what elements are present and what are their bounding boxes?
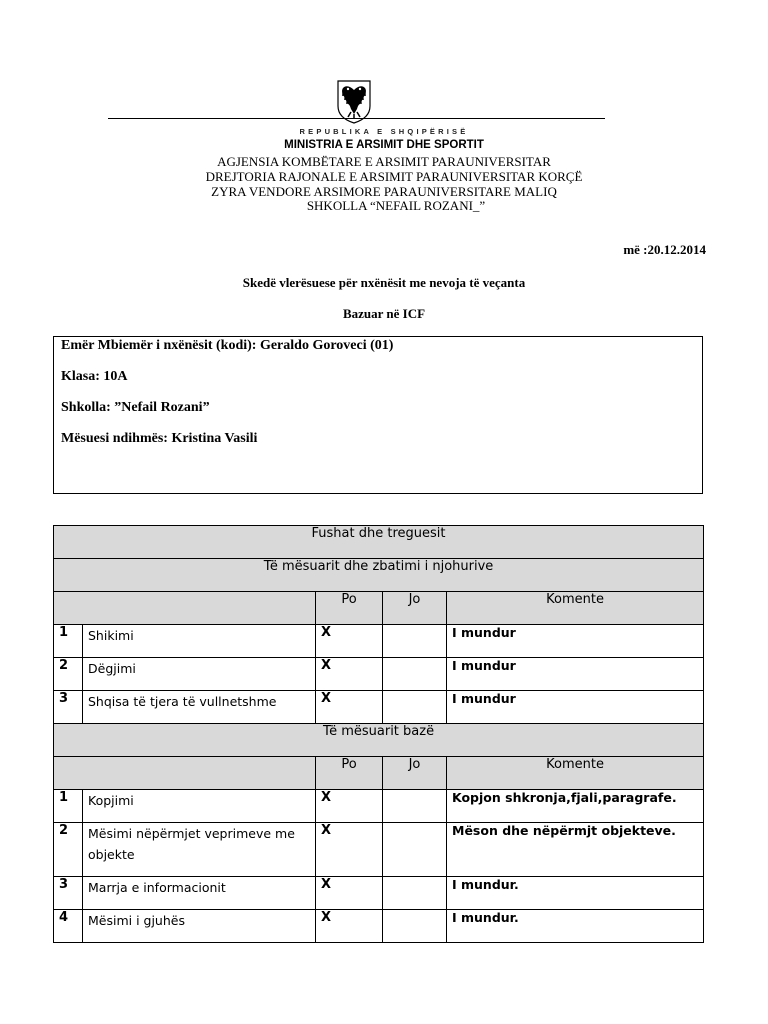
- po-mark: X: [316, 790, 383, 823]
- row-number: 4: [54, 910, 83, 943]
- row-comment: I mundur: [447, 625, 704, 658]
- table-row: [54, 823, 704, 877]
- row-comment: I mundur: [447, 691, 704, 724]
- column-header-jo: Jo: [383, 757, 447, 790]
- jo-mark: [383, 691, 447, 724]
- country-name: REPUBLIKA E SHQIPËRISË: [299, 127, 469, 136]
- agency-line: AGJENSIA KOMBËTARE E ARSIMIT PARAUNIVERSITAR: [217, 154, 551, 169]
- row-comment: I mundur: [447, 658, 704, 691]
- directorate-line: DREJTORIA RAJONALE E ARSIMIT PARAUNIVERSITAR KORÇË: [205, 169, 583, 184]
- table-row: [54, 691, 704, 724]
- jo-mark: [383, 823, 447, 877]
- po-mark: X: [316, 658, 383, 691]
- student-name: Emër Mbiemër i nxënësit (kodi): Geraldo Goroveci (01): [61, 338, 394, 353]
- row-label: Dëgjimi: [83, 658, 316, 691]
- row-number: 3: [54, 691, 83, 724]
- row-comment: Kopjon shkronja,fjali,paragrafe.: [447, 790, 704, 823]
- row-label: Mësimi i gjuhës: [83, 910, 316, 943]
- column-header-comments: Komente: [447, 757, 704, 790]
- table-row: [54, 790, 704, 823]
- student-class: Klasa: 10A: [61, 369, 128, 384]
- row-number: 2: [54, 658, 83, 691]
- po-mark: X: [316, 691, 383, 724]
- jo-mark: [383, 658, 447, 691]
- student-school: Shkolla: ”Nefail Rozani”: [61, 400, 210, 415]
- po-mark: X: [316, 625, 383, 658]
- column-header-empty: [54, 757, 316, 790]
- po-mark: X: [316, 910, 383, 943]
- table-row: [54, 877, 704, 910]
- row-label: Marrja e informacionit: [83, 877, 316, 910]
- row-label: Shikimi: [83, 625, 316, 658]
- jo-mark: [383, 790, 447, 823]
- table-row: [54, 658, 704, 691]
- row-number: 1: [54, 790, 83, 823]
- row-label: Mësimi nëpërmjet veprimeve me objekte: [83, 823, 316, 877]
- table-title: Fushat dhe treguesit: [54, 526, 704, 559]
- row-label: Kopjimi: [83, 790, 316, 823]
- table-row: [54, 625, 704, 658]
- column-header-po: Po: [316, 592, 383, 625]
- section-title: Të mësuarit dhe zbatimi i njohurive: [54, 559, 704, 592]
- school-line: SHKOLLA “NEFAIL ROZANI_”: [306, 198, 486, 213]
- row-label: Shqisa të tjera të vullnetshme: [83, 691, 316, 724]
- evaluation-table: [53, 525, 704, 943]
- row-number: 3: [54, 877, 83, 910]
- header-rule: [108, 118, 605, 119]
- ministry-name: MINISTRIA E ARSIMIT DHE SPORTIT: [284, 139, 484, 151]
- column-header-po: Po: [316, 757, 383, 790]
- row-comment: I mundur.: [447, 910, 704, 943]
- row-number: 1: [54, 625, 83, 658]
- jo-mark: [383, 910, 447, 943]
- row-number: 2: [54, 823, 83, 877]
- document-title: Skedë vlerësuese për nxënësit me nevoja të veçanta: [242, 275, 526, 290]
- assistant-teacher: Mësuesi ndihmës: Kristina Vasili: [61, 431, 258, 446]
- column-header-jo: Jo: [383, 592, 447, 625]
- column-header-comments: Komente: [447, 592, 704, 625]
- section-title: Të mësuarit bazë: [54, 724, 704, 757]
- po-mark: X: [316, 877, 383, 910]
- document-subtitle: Bazuar në ICF: [342, 306, 426, 321]
- jo-mark: [383, 877, 447, 910]
- row-comment: Mëson dhe nëpërmjt objekteve.: [447, 823, 704, 877]
- column-header-empty: [54, 592, 316, 625]
- student-info-box: [53, 336, 703, 494]
- row-comment: I mundur.: [447, 877, 704, 910]
- document-date: më :20.12.2014: [623, 242, 706, 257]
- jo-mark: [383, 625, 447, 658]
- office-line: ZYRA VENDORE ARSIMORE PARAUNIVERSITARE MALIQ: [211, 184, 557, 199]
- table-row: [54, 910, 704, 943]
- po-mark: X: [316, 823, 383, 877]
